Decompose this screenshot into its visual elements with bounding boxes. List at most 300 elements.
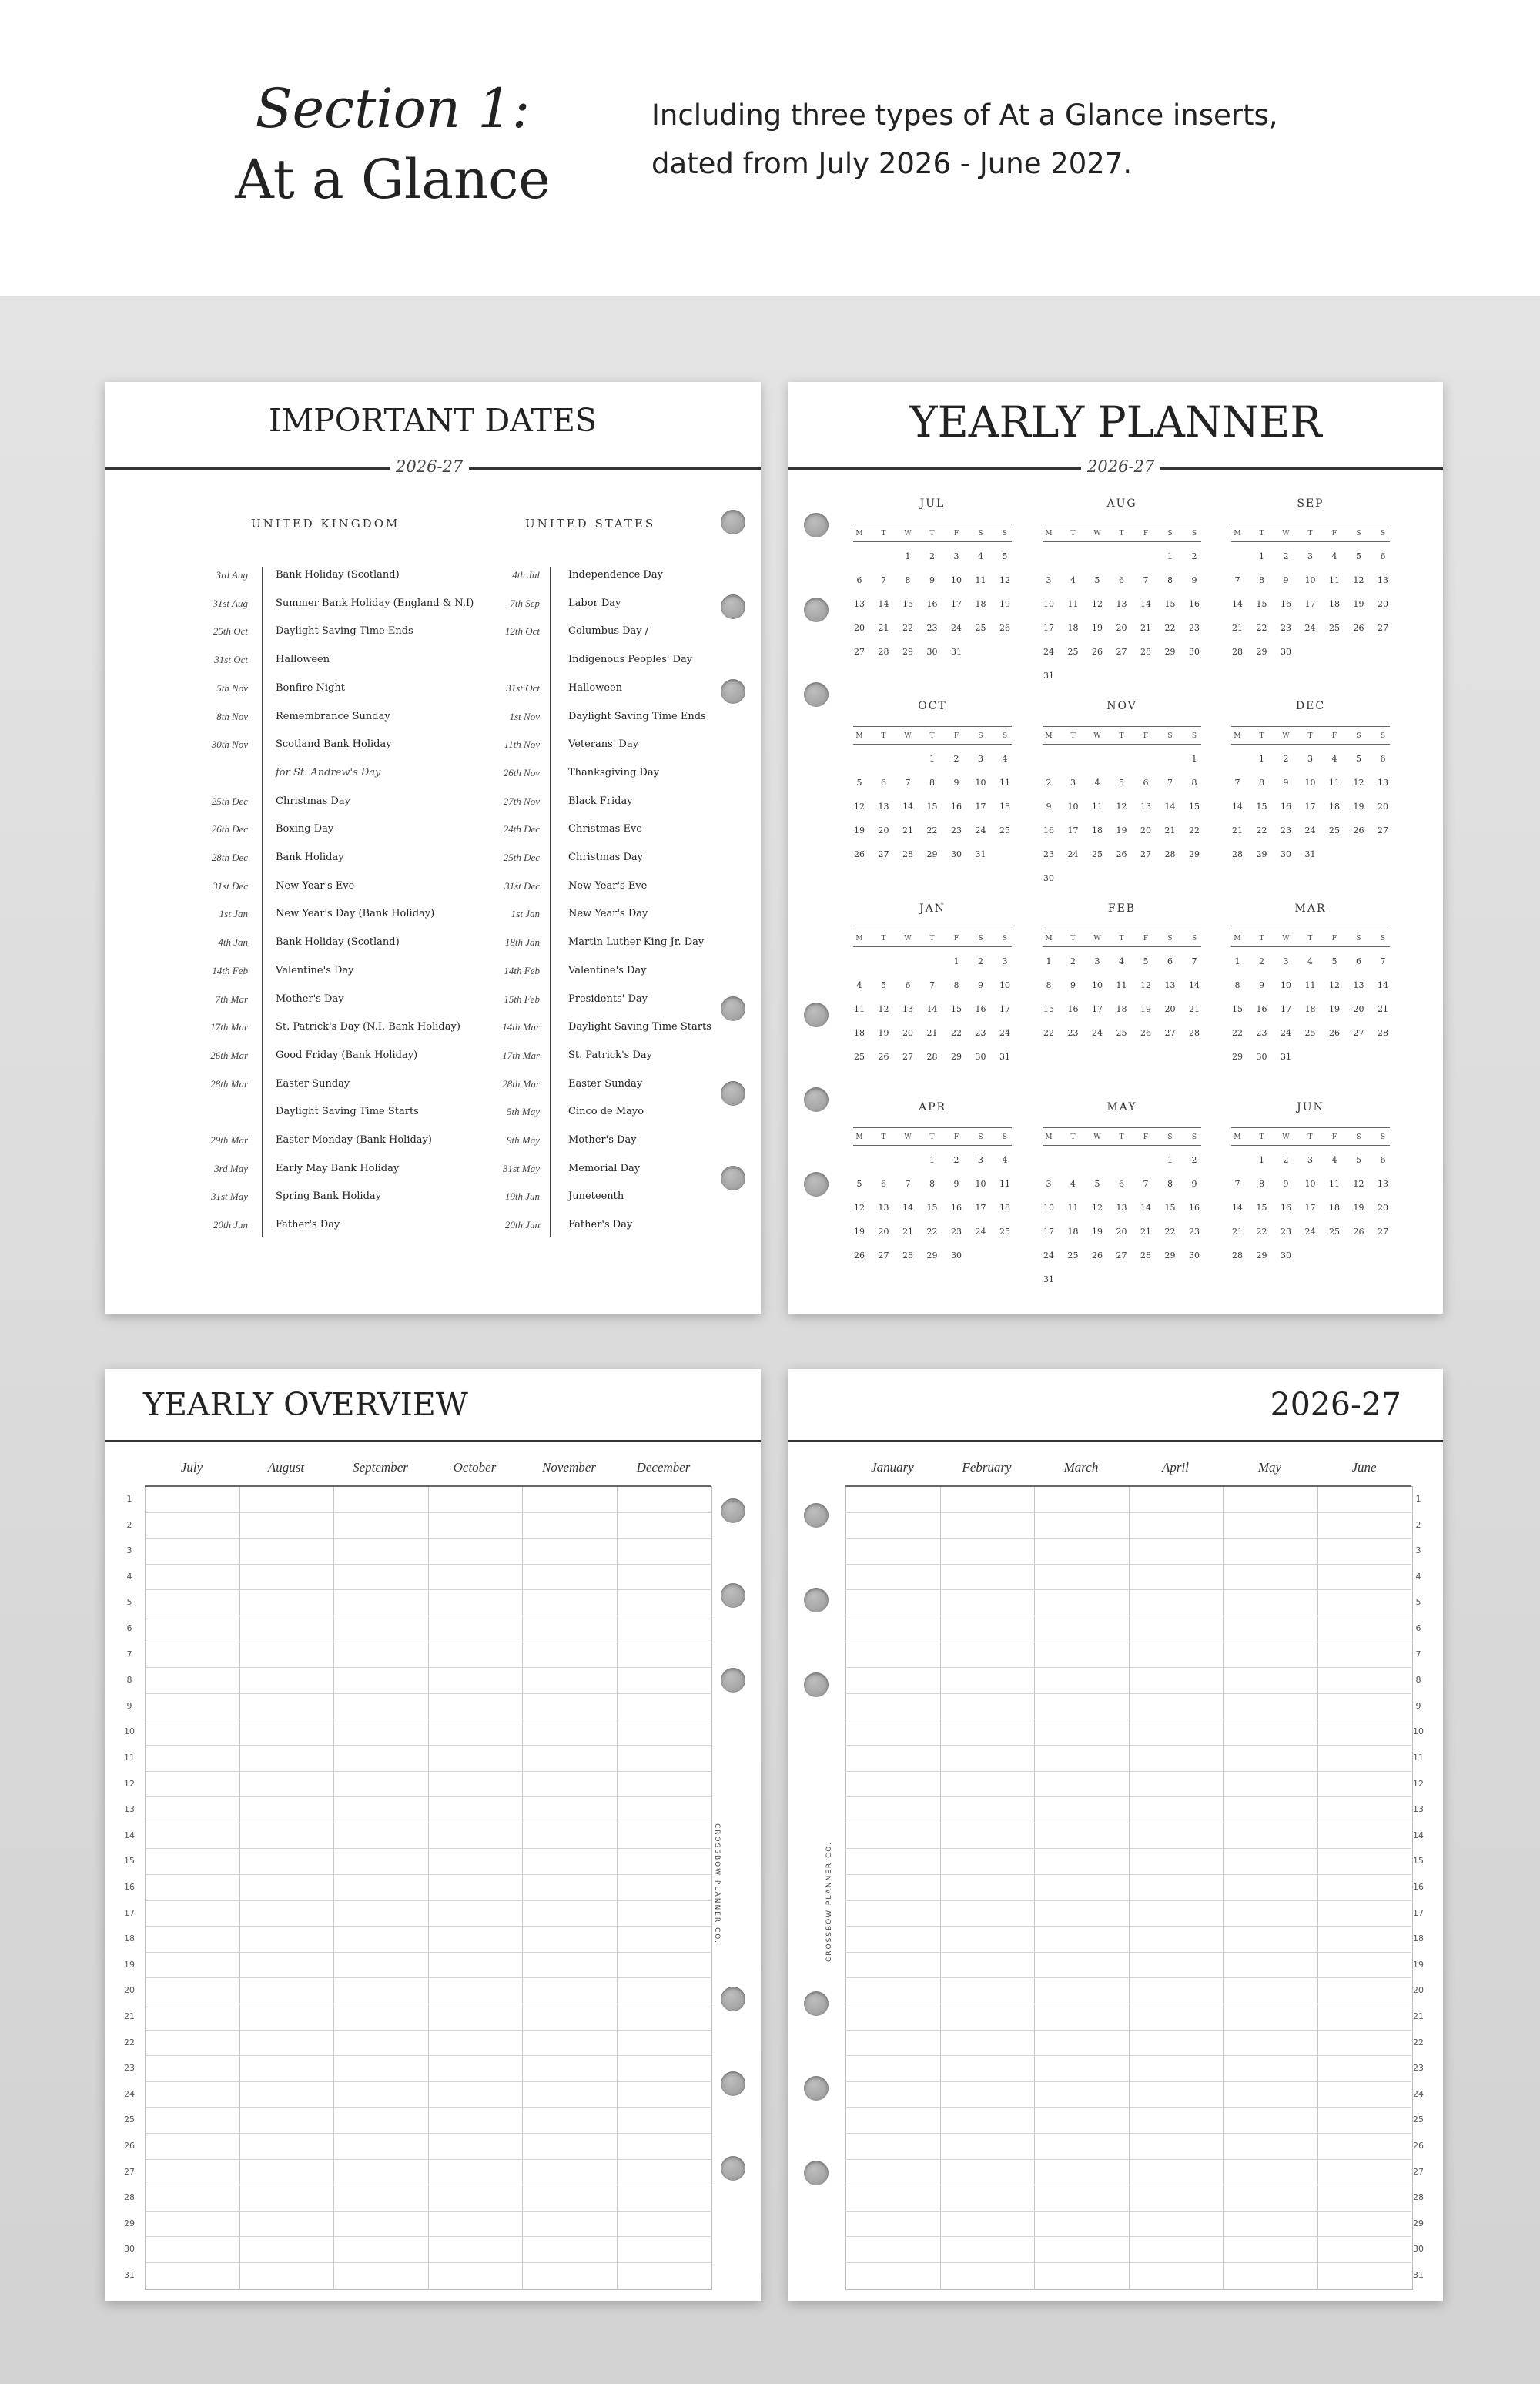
holiday-name: Daylight Saving Time Ends [568,710,706,722]
row-number: 9 [126,1700,132,1711]
row-number: 31 [124,2270,135,2280]
weekday-label: F [1331,732,1337,740]
day-number: 23 [1256,1028,1267,1038]
row-number: 26 [1413,2141,1424,2151]
day-number: 12 [1353,575,1364,585]
grid-row-line [145,2262,711,2263]
holiday-name: Scotland Bank Holiday [276,738,392,751]
date-label: 31st May [210,1190,248,1203]
day-number: 11 [975,575,986,585]
day-number: 19 [854,1227,865,1237]
day-number: 29 [926,849,938,859]
holiday-name: St. Patrick's Day [568,1049,652,1061]
day-number: 27 [878,849,889,859]
day-number: 26 [1140,1028,1151,1038]
day-number: 9 [1046,802,1052,812]
grid-row-line [145,1771,711,1772]
day-number: 8 [1167,575,1173,585]
weekday-label: T [1119,530,1124,537]
grid-column-line [940,1486,941,2289]
date-label: 28th Mar [502,1077,540,1090]
grid-row-line [145,2081,711,2082]
day-number: 26 [999,623,1010,633]
month-name: MAY [1106,1101,1137,1113]
row-number: 26 [124,2141,135,2151]
grid-header-rule [845,1485,1411,1487]
day-number: 1 [929,754,935,764]
day-number: 25 [1329,623,1340,633]
day-number: 18 [1329,599,1340,609]
date-label: 4th Jul [512,569,540,581]
month-name: FEB [1107,902,1137,915]
row-number: 10 [1413,1726,1424,1737]
holiday-name: Daylight Saving Time Starts [568,1021,711,1033]
important-dates-page [105,382,761,1314]
day-number: 9 [1191,1179,1197,1189]
day-number: 20 [902,1028,913,1038]
day-number: 30 [951,849,962,859]
weekday-rule [1043,726,1201,727]
grid-header-rule [145,1485,711,1487]
row-number: 1 [1415,1494,1421,1504]
day-number: 13 [1116,1203,1127,1213]
weekday-label: M [855,732,863,740]
day-number: 17 [1281,1004,1291,1014]
day-number: 14 [1140,1203,1151,1213]
holiday-name: New Year's Day (Bank Holiday) [276,908,435,920]
day-number: 15 [1256,802,1267,812]
day-number: 27 [902,1052,913,1062]
holiday-name: Early May Bank Holiday [276,1162,400,1174]
date-row [105,1134,761,1163]
day-number: 7 [1143,575,1149,585]
weekday-label: S [1167,935,1173,943]
grid-row-line [145,2055,711,2056]
grid-row-line [845,1745,1411,1746]
day-number: 18 [1116,1004,1127,1014]
month-column-header: October [453,1460,497,1475]
weekday-label: F [953,530,959,537]
day-number: 4 [1331,754,1337,764]
day-number: 4 [1070,575,1076,585]
weekday-label: T [929,1133,935,1141]
day-number: 12 [999,575,1010,585]
row-number: 11 [124,1753,135,1763]
day-number: 31 [1043,1274,1054,1284]
weekday-label: M [1045,935,1053,943]
punch-hole-icon [721,1081,745,1106]
day-number: 5 [1119,778,1124,788]
month-name: OCT [918,700,947,712]
day-number: 5 [881,980,886,990]
grid-row-line [145,2030,711,2031]
brand-mark: CROSSBOW PLANNER CO. [825,1841,833,1962]
us-header: UNITED STATES [525,517,656,531]
day-number: 25 [975,623,986,633]
weekday-label: T [1307,732,1313,740]
day-number: 16 [1281,1203,1291,1213]
date-label: 31st Oct [214,654,248,666]
grid-row-line [845,1900,1411,1901]
month-name: SEP [1297,497,1324,510]
day-number: 29 [902,647,913,657]
day-number: 31 [1304,849,1316,859]
day-number: 16 [1067,1004,1079,1014]
section-name: At a Glance [235,148,551,211]
row-number: 2 [1415,1519,1421,1530]
day-number: 1 [953,956,959,966]
day-number: 19 [1116,825,1127,835]
holiday-name: for St. Andrew's Day [276,766,381,778]
weekday-rule-bottom [853,946,1012,947]
weekday-label: W [904,935,912,943]
day-number: 19 [1353,1203,1364,1213]
holiday-name: Thanksgiving Day [568,766,660,778]
day-number: 23 [926,623,938,633]
day-number: 25 [999,825,1010,835]
day-number: 21 [1232,1227,1243,1237]
day-number: 1 [905,551,911,561]
day-number: 16 [1189,1203,1200,1213]
day-number: 30 [1189,1251,1200,1261]
day-number: 1 [1046,956,1052,966]
day-number: 8 [1259,575,1264,585]
day-number: 28 [1232,1251,1243,1261]
day-number: 1 [929,1155,935,1165]
weekday-label: S [1002,530,1008,537]
day-number: 24 [975,1227,986,1237]
month-name: JUN [1297,1101,1324,1113]
grid-row-line [145,1745,711,1746]
grid-row-line [845,2133,1411,2134]
day-number: 29 [1164,1251,1176,1261]
page-title: YEARLY PLANNER [909,397,1322,447]
day-number: 6 [1380,551,1386,561]
day-number: 24 [1092,1028,1103,1038]
day-number: 27 [1116,647,1127,657]
weekday-label: M [855,935,863,943]
row-number: 6 [126,1623,132,1633]
day-number: 2 [978,956,983,966]
day-number: 27 [1353,1028,1364,1038]
day-number: 16 [926,599,938,609]
month-calendar [1231,902,1390,1103]
day-number: 11 [1329,778,1340,788]
day-number: 2 [1283,1155,1289,1165]
weekday-label: S [1191,935,1197,943]
weekday-label: S [1167,530,1173,537]
day-number: 27 [1116,1251,1127,1261]
month-column-header: February [962,1460,1012,1475]
date-row [105,852,761,880]
weekday-label: S [1380,1133,1386,1141]
day-number: 15 [951,1004,962,1014]
day-number: 11 [1329,575,1340,585]
month-name: MAR [1294,902,1327,915]
day-number: 19 [999,599,1010,609]
weekday-label: W [1282,935,1290,943]
day-number: 1 [1259,754,1264,764]
day-number: 21 [926,1028,938,1038]
day-number: 27 [1164,1028,1176,1038]
day-number: 21 [1140,623,1151,633]
day-number: 18 [1067,623,1079,633]
weekday-label: M [855,530,863,537]
day-number: 28 [1140,1251,1151,1261]
day-number: 19 [1353,599,1364,609]
day-number: 5 [856,778,862,788]
month-calendar [1043,700,1201,900]
weekday-label: S [1002,1133,1008,1141]
day-number: 25 [1329,1227,1340,1237]
date-label: 17th Mar [502,1049,540,1061]
day-number: 26 [1092,647,1103,657]
day-number: 14 [1189,980,1200,990]
row-number: 13 [124,1804,135,1815]
day-number: 13 [902,1004,913,1014]
grid-column-line [1317,1486,1318,2289]
day-number: 8 [953,980,959,990]
day-number: 10 [999,980,1010,990]
row-number: 17 [1413,1907,1424,1918]
date-row [105,767,761,795]
day-number: 25 [1067,647,1079,657]
month-column-header: September [353,1460,408,1475]
weekday-label: F [953,1133,959,1141]
weekday-label: S [978,1133,983,1141]
weekday-label: S [1167,1133,1173,1141]
day-number: 2 [1191,551,1197,561]
day-number: 30 [1189,647,1200,657]
day-number: 9 [1283,1179,1289,1189]
day-number: 6 [881,1179,886,1189]
weekday-label: T [881,1133,886,1141]
date-row [105,569,761,598]
day-number: 3 [1046,575,1052,585]
weekday-label: S [1380,935,1386,943]
date-label: 15th Feb [504,993,540,1005]
day-number: 1 [1234,956,1240,966]
day-number: 4 [1094,778,1100,788]
day-number: 1 [1259,1155,1264,1165]
day-number: 16 [1256,1004,1267,1014]
day-number: 10 [1092,980,1103,990]
month-calendar [1231,700,1390,900]
day-number: 22 [926,825,938,835]
grid-row-line [845,2236,1411,2237]
date-row [105,682,761,711]
day-number: 24 [1304,1227,1316,1237]
grid-border [845,1486,1413,2290]
holiday-name: Bank Holiday (Scotland) [276,936,400,949]
day-number: 2 [1191,1155,1197,1165]
grid-row-line [145,1977,711,1978]
row-number: 14 [1413,1830,1424,1840]
holiday-name: New Year's Eve [276,879,355,892]
punch-hole-icon [804,1672,829,1697]
day-number: 20 [1140,825,1151,835]
day-number: 24 [1043,1251,1054,1261]
day-number: 8 [1191,778,1197,788]
weekday-label: S [1167,732,1173,740]
day-number: 11 [1067,1203,1079,1213]
grid-row-line [145,1667,711,1668]
day-number: 6 [1380,1155,1386,1165]
holiday-name: Valentine's Day [276,964,354,976]
weekday-label: T [1119,1133,1124,1141]
day-number: 11 [1304,980,1316,990]
date-label: 17th Mar [210,1021,248,1033]
day-number: 18 [1092,825,1103,835]
day-number: 23 [1067,1028,1079,1038]
weekday-label: F [953,935,959,943]
day-number: 5 [1356,754,1361,764]
day-number: 20 [1378,802,1388,812]
holiday-name: St. Patrick's Day (N.I. Bank Holiday) [276,1021,460,1033]
day-number: 24 [1304,623,1316,633]
weekday-label: W [1093,732,1101,740]
holiday-name: Valentine's Day [568,964,647,976]
weekday-label: W [1282,530,1290,537]
day-number: 13 [878,1203,889,1213]
row-number: 27 [1413,2166,1424,2177]
month-name: NOV [1106,700,1137,712]
row-number: 1 [126,1494,132,1504]
day-number: 16 [1043,825,1054,835]
day-number: 5 [1094,575,1100,585]
day-number: 20 [1378,599,1388,609]
weekday-label: W [1282,732,1290,740]
holiday-name: Black Friday [568,795,633,807]
holiday-name: Bank Holiday (Scotland) [276,569,400,581]
day-number: 24 [975,825,986,835]
day-number: 4 [978,551,983,561]
day-number: 27 [1378,1227,1388,1237]
grid-row-line [845,1796,1411,1797]
day-number: 12 [1092,599,1103,609]
day-number: 2 [1283,551,1289,561]
holiday-name: Remembrance Sunday [276,710,390,722]
day-number: 30 [1043,873,1054,883]
day-number: 19 [1092,1227,1103,1237]
grid-row-line [145,2133,711,2134]
day-number: 14 [1378,980,1388,990]
holiday-name: Bonfire Night [276,681,345,694]
day-number: 7 [905,778,911,788]
day-number: 24 [999,1028,1010,1038]
holiday-name: Memorial Day [568,1162,641,1174]
row-number: 6 [1415,1623,1421,1633]
day-number: 10 [1281,980,1291,990]
day-number: 18 [1329,1203,1340,1213]
holiday-name: Christmas Day [568,852,643,863]
day-number: 12 [1353,1179,1364,1189]
weekday-label: S [1380,732,1386,740]
day-number: 21 [1140,1227,1151,1237]
holiday-name: New Year's Eve [568,879,648,892]
weekday-label: T [1259,935,1264,943]
day-number: 20 [1116,623,1127,633]
grid-column-line [333,1486,334,2289]
weekday-rule-bottom [853,744,1012,745]
day-number: 7 [1234,1179,1240,1189]
day-number: 4 [1331,551,1337,561]
day-number: 6 [1119,575,1124,585]
day-number: 20 [878,825,889,835]
day-number: 11 [854,1004,865,1014]
day-number: 25 [854,1052,865,1062]
grid-row-line [145,1952,711,1953]
date-row [105,1078,761,1107]
holiday-name: Indigenous Peoples' Day [568,654,693,666]
holiday-name: Bank Holiday [276,852,344,863]
day-number: 12 [878,1004,889,1014]
weekday-label: M [1045,732,1053,740]
grid-row-line [845,1538,1411,1539]
day-number: 23 [1189,1227,1200,1237]
day-number: 21 [1378,1004,1388,1014]
day-number: 2 [953,754,959,764]
row-number: 5 [126,1597,132,1608]
day-number: 3 [1307,754,1313,764]
grid-row-line [145,2236,711,2237]
grid-row-line [145,1512,711,1513]
day-number: 1 [1259,551,1264,561]
day-number: 20 [1353,1004,1364,1014]
grid-row-line [845,2262,1411,2263]
day-number: 20 [854,623,865,633]
month-calendar [1231,497,1390,698]
date-label: 25th Dec [503,852,540,863]
month-column-header: May [1257,1460,1282,1475]
day-number: 17 [1043,1227,1054,1237]
punch-hole-icon [721,679,745,704]
day-number: 28 [902,849,913,859]
punch-hole-icon [721,2071,745,2096]
day-number: 31 [1281,1052,1291,1062]
year-label: 2026-27 [390,457,469,476]
day-number: 7 [929,980,935,990]
row-number: 16 [124,1882,135,1892]
day-number: 22 [1164,1227,1176,1237]
date-row [105,738,761,767]
weekday-label: W [904,1133,912,1141]
row-number: 19 [124,1959,135,1970]
grid-row-line [845,1693,1411,1694]
day-number: 24 [951,623,962,633]
day-number: 11 [1329,1179,1340,1189]
month-column-header: July [180,1460,203,1475]
day-number: 13 [878,802,889,812]
day-number: 25 [999,1227,1010,1237]
day-number: 3 [953,551,959,561]
day-number: 20 [1164,1004,1176,1014]
title-rule [105,1440,761,1442]
day-number: 8 [1259,1179,1264,1189]
day-number: 26 [1329,1028,1340,1038]
day-number: 19 [1329,1004,1340,1014]
day-number: 29 [1164,647,1176,657]
weekday-label: T [1307,530,1313,537]
day-number: 30 [1281,647,1291,657]
weekday-rule-bottom [1231,946,1390,947]
row-number: 31 [1413,2270,1424,2280]
day-number: 4 [1070,1179,1076,1189]
month-column-header: April [1162,1460,1189,1475]
weekday-rule [1231,726,1390,727]
grid-row-line [145,1693,711,1694]
section-description [651,91,1421,188]
